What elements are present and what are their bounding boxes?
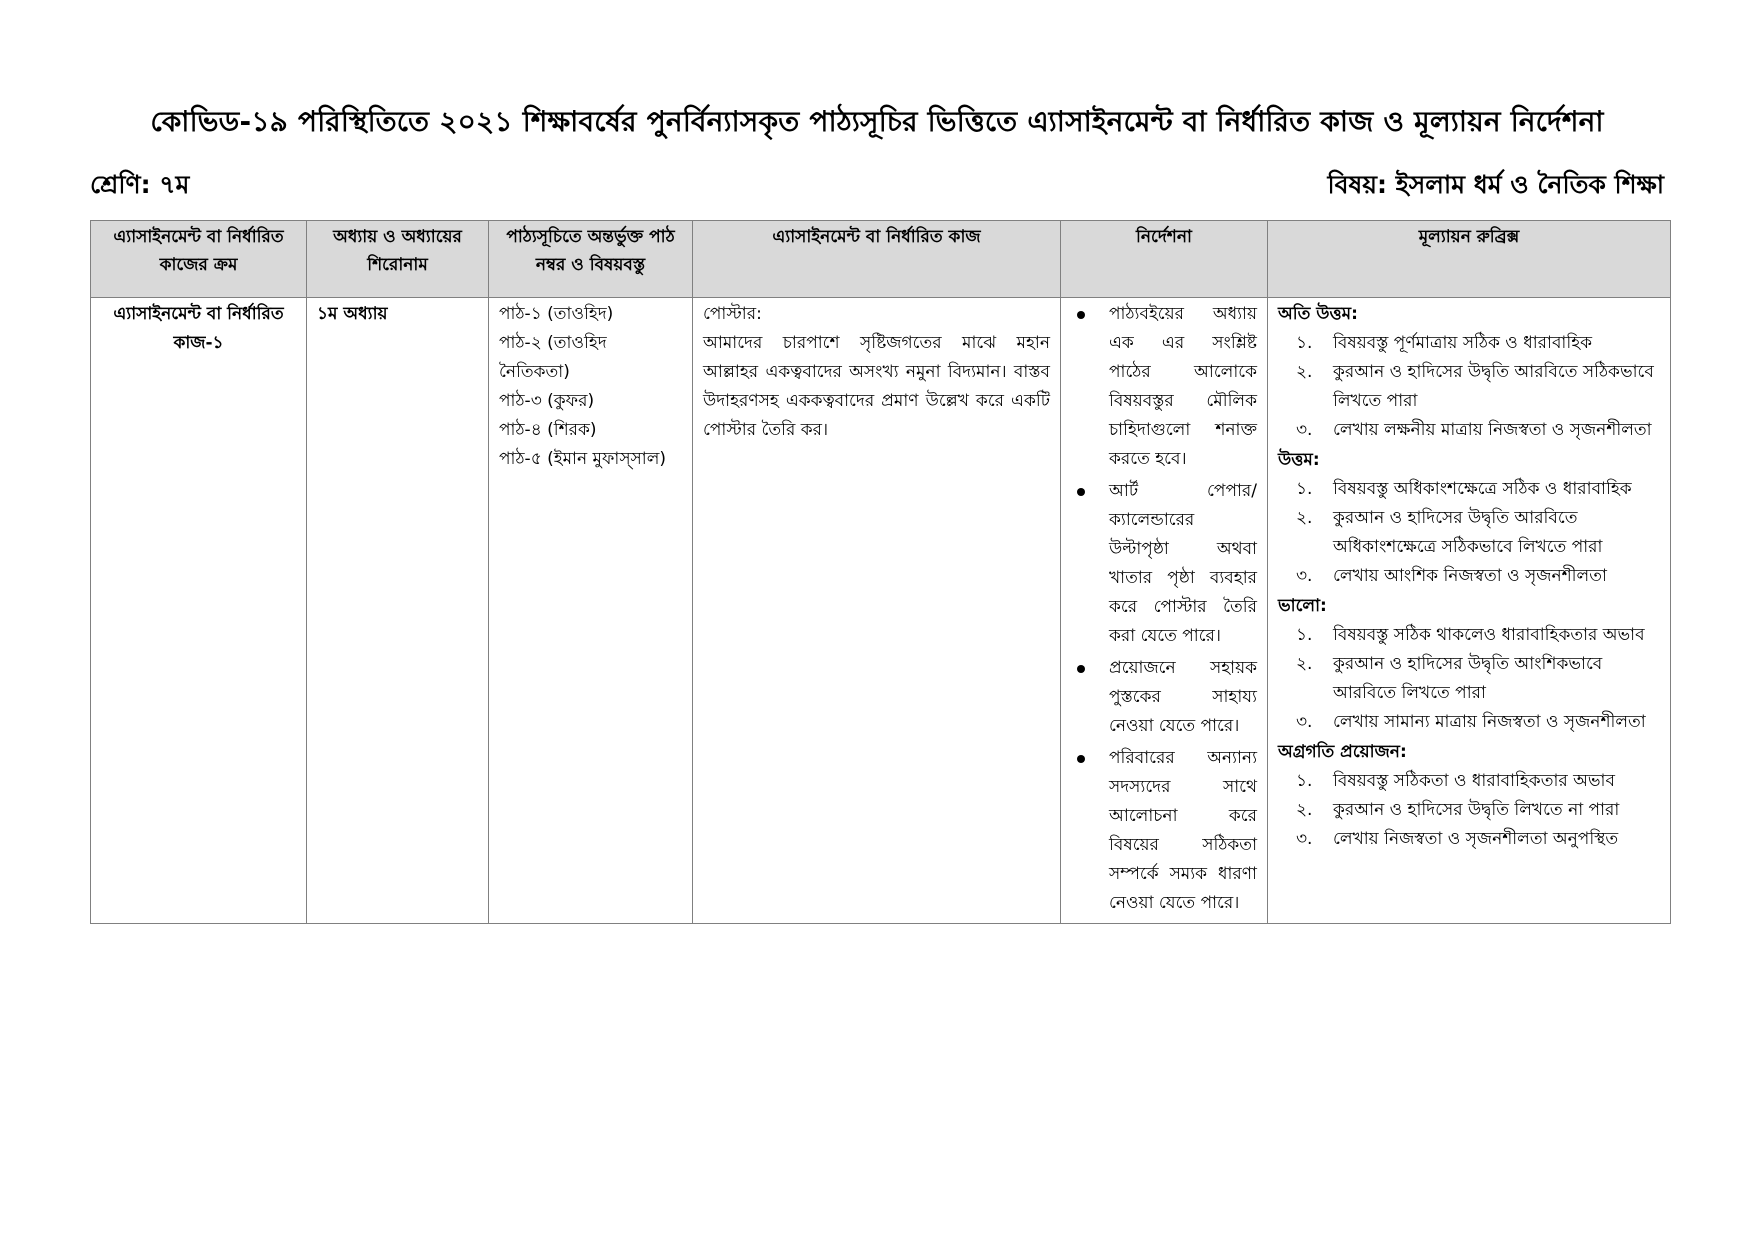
lesson-item: পাঠ-৫ (ইমান মুফাস্সাল)	[499, 449, 667, 469]
header-guidelines: নির্দেশনা	[1061, 221, 1268, 298]
list-item	[1071, 654, 1257, 741]
list-item	[1278, 504, 1660, 562]
rubric-list	[1278, 767, 1660, 854]
list-item	[1278, 416, 1660, 445]
guidelines-list	[1071, 300, 1257, 918]
rubric-number: ৩.	[1296, 420, 1313, 440]
rubric-text: লেখায় আংশিক নিজস্বতা ও সৃজনশীলতা	[1333, 566, 1607, 586]
rubric-number: ২.	[1296, 362, 1313, 382]
page-title: কোভিড-১৯ পরিস্থিতিতে ২০২১ শিক্ষাবর্ষের পুনর্বিন্যাসকৃত পাঠ্যসূচির ভিত্তিতে এ্যাসাইনমেন্ট বা নির্ধারিত কাজ ও মূল্যায়ন নির্দেশনা	[150, 105, 1604, 138]
rubric-heading: উত্তম:	[1278, 450, 1320, 470]
assignment-number-cell	[91, 298, 307, 924]
assignment-table	[90, 220, 1671, 924]
chapter-cell	[307, 298, 489, 924]
rubric-text: লেখায় সামান্য মাত্রায় নিজস্বতা ও সৃজনশীলতা	[1333, 712, 1646, 732]
list-item	[1278, 767, 1660, 796]
task-cell	[693, 298, 1061, 924]
guidelines-cell	[1061, 298, 1268, 924]
guideline-text: পরিবারের অন্যান্য সদস্যদের সাথে আলোচনা করে বিষয়ের সঠিকতা সম্পর্কে সম্যক ধারণা নেওয়া যেতে পারে।	[1109, 748, 1257, 913]
rubric-text: কুরআন ও হাদিসের উদ্বৃতি আরবিতে অধিকাংশক্ষেত্রে সঠিকভাবে লিখতে পারা	[1333, 508, 1603, 557]
list-item	[1278, 358, 1660, 416]
assignment-number: এ্যাসাইনমেন্ট বা নির্ধারিত কাজ-১	[113, 304, 284, 353]
rubric-number: ২.	[1296, 800, 1313, 820]
lessons-cell	[489, 298, 693, 924]
rubric-number: ১.	[1296, 479, 1313, 499]
rubric-number: ৩.	[1296, 712, 1313, 732]
rubric-list	[1278, 621, 1660, 737]
list-item	[1278, 825, 1660, 854]
rubric-number: ২.	[1296, 508, 1313, 528]
list-item	[1278, 329, 1660, 358]
rubric-text: বিষয়বস্তু সঠিক থাকলেও ধারাবাহিকতার অভাব	[1333, 625, 1645, 645]
list-item	[1071, 300, 1257, 474]
list-item	[1071, 477, 1257, 651]
subject-label: বিষয়: ইসলাম ধর্ম ও নৈতিক শিক্ষা	[1327, 170, 1664, 199]
rubric-text: লেখায় নিজস্বতা ও সৃজনশীলতা অনুপস্থিত	[1333, 829, 1619, 849]
bullet-icon	[1077, 311, 1085, 319]
rubric-number: ৩.	[1296, 566, 1313, 586]
rubric-heading: অগ্রগতি প্রয়োজন:	[1278, 742, 1407, 762]
bullet-icon	[1077, 665, 1085, 673]
lesson-item: পাঠ-১ (তাওহিদ)	[499, 304, 614, 324]
rubric-text: কুরআন ও হাদিসের উদ্বৃতি লিখতে না পারা	[1333, 800, 1620, 820]
rubric-heading: ভালো:	[1278, 596, 1327, 616]
rubric-number: ১.	[1296, 625, 1313, 645]
rubric-list	[1278, 475, 1660, 591]
list-item	[1278, 796, 1660, 825]
rubric-text: বিষয়বস্তু সঠিকতা ও ধারাবাহিকতার অভাব	[1333, 771, 1615, 791]
lesson-item: পাঠ-৪ (শিরক)	[499, 420, 597, 440]
list-item	[1278, 475, 1660, 504]
rubric-text: বিষয়বস্তু অধিকাংশক্ষেত্রে সঠিক ও ধারাবাহিক	[1333, 479, 1632, 499]
list-item	[1278, 650, 1660, 708]
rubric-number: ১.	[1296, 771, 1313, 791]
bullet-icon	[1077, 755, 1085, 763]
guideline-text: পাঠ্যবইয়ের অধ্যায় এক এর সংশ্লিষ্ট পাঠের আলোকে বিষয়বস্তুর মৌলিক চাহিদাগুলো শনাক্ত করতে হবে।	[1109, 304, 1257, 469]
rubric-number: ২.	[1296, 654, 1313, 674]
list-item	[1278, 708, 1660, 737]
bullet-icon	[1077, 488, 1085, 496]
header-lessons: পাঠ্যসূচিতে অন্তর্ভুক্ত পাঠ নম্বর ও বিষয়বস্তু	[489, 221, 693, 298]
rubrics-cell	[1268, 298, 1671, 924]
lesson-item: পাঠ-২ (তাওহিদ নৈতিকতা)	[499, 333, 607, 382]
table-header-row	[91, 221, 1671, 298]
rubric-heading: অতি উত্তম:	[1278, 304, 1358, 324]
header-task: এ্যাসাইনমেন্ট বা নির্ধারিত কাজ	[693, 221, 1061, 298]
header-chapter: অধ্যায় ও অধ্যায়ের শিরোনাম	[307, 221, 489, 298]
guideline-text: আর্ট পেপার/ক্যালেন্ডারের উল্টাপৃষ্ঠা অথবা খাতার পৃষ্ঠা ব্যবহার করে পোস্টার তৈরি করা যেতে পারে।	[1109, 481, 1257, 646]
guideline-text: প্রয়োজনে সহায়ক পুস্তকের সাহায্য নেওয়া যেতে পারে।	[1109, 658, 1257, 736]
class-label: শ্রেণি: ৭ম	[90, 170, 190, 199]
task-title: পোস্টার:	[703, 304, 762, 324]
list-item	[1278, 621, 1660, 650]
lesson-item: পাঠ-৩ (কুফর)	[499, 391, 595, 411]
rubric-number: ১.	[1296, 333, 1313, 353]
table-row	[91, 298, 1671, 924]
rubric-list	[1278, 329, 1660, 445]
task-body: আমাদের চারপাশে সৃষ্টিজগতের মাঝে মহান আল্লাহর একত্ববাদের অসংখ্য নমুনা বিদ্যমান। বাস্তব উদাহরণসহ এককত্ববাদের প্রমাণ উল্লেখ করে একটি পোস্টার তৈরি কর।	[703, 333, 1050, 440]
list-item	[1278, 562, 1660, 591]
rubric-text: লেখায় লক্ষনীয় মাত্রায় নিজস্বতা ও সৃজনশীলতা	[1333, 420, 1652, 440]
rubric-number: ৩.	[1296, 829, 1313, 849]
rubric-text: কুরআন ও হাদিসের উদ্বৃতি আংশিকভাবে আরবিতে লিখতে পারা	[1333, 654, 1603, 703]
list-item	[1071, 744, 1257, 918]
chapter-title: ১ম অধ্যায়	[317, 304, 388, 324]
rubric-text: কুরআন ও হাদিসের উদ্বৃতি আরবিতে সঠিকভাবে লিখতে পারা	[1333, 362, 1654, 411]
header-assignment-order: এ্যাসাইনমেন্ট বা নির্ধারিত কাজের ক্রম	[91, 221, 307, 298]
rubric-text: বিষয়বস্তু পূর্ণমাত্রায় সঠিক ও ধারাবাহিক	[1333, 333, 1593, 353]
header-rubrics: মূল্যায়ন রুব্রিক্স	[1268, 221, 1671, 298]
